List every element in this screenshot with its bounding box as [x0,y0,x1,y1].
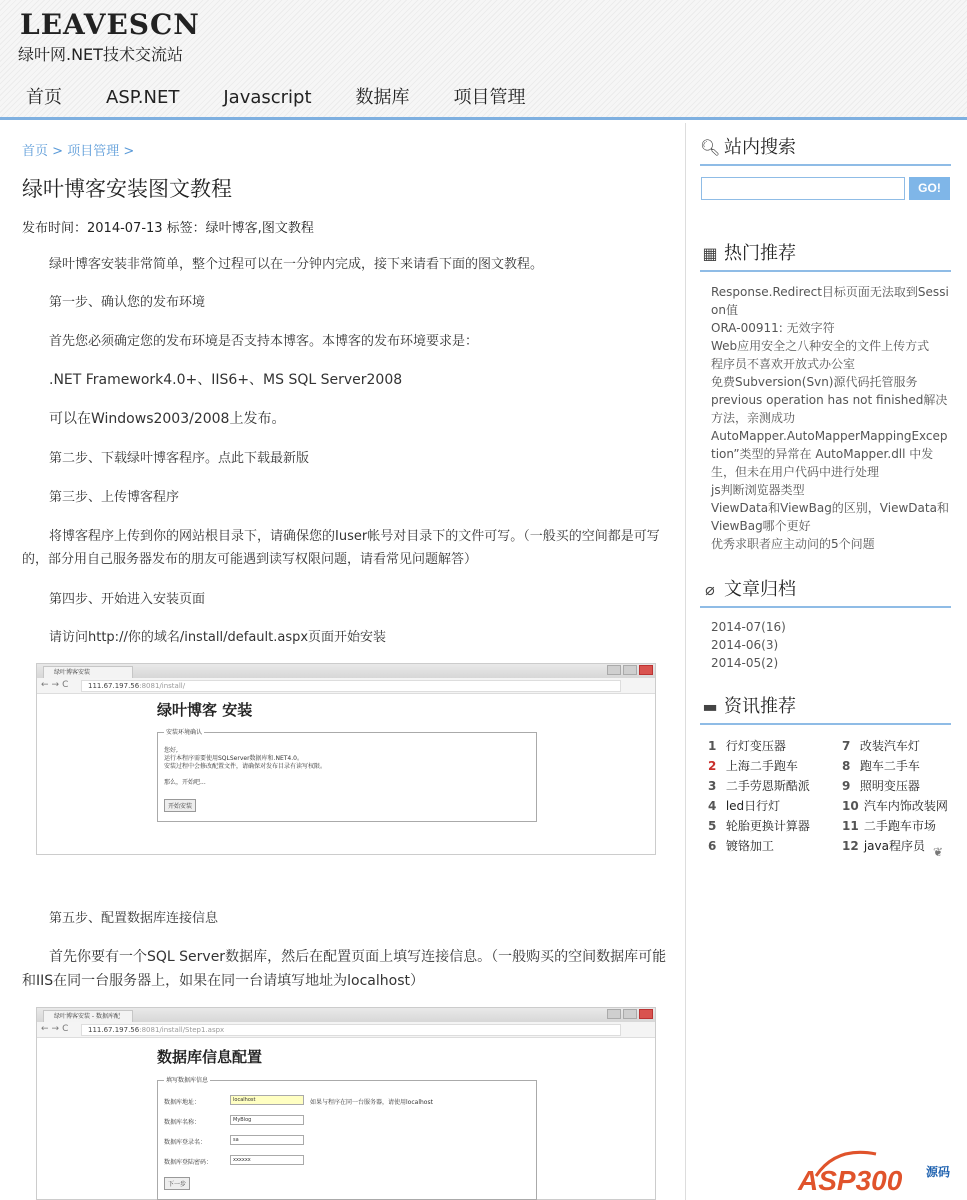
hot-list [711,283,951,553]
fieldset-legend: 填写数据库信息 [166,1077,209,1084]
hot-item[interactable]: ORA-00911: 无效字符 [711,321,835,335]
news-item[interactable]: 12 java程序员 [842,839,925,853]
news-item[interactable]: 9 照明变压器 [842,779,920,793]
browser-nav-icon: ←→C [41,1024,72,1034]
next-step-button: 下一步 [164,1177,190,1190]
fieldset-legend: 安装环境确认 [166,729,203,736]
paragraph: 第五步、配置数据库连接信息 [49,911,219,926]
cube-icon: ▦ [702,244,718,263]
hot-item[interactable]: Response.Redirect目标页面无法取到Session值 [711,285,949,317]
hot-item[interactable]: ViewData和ViewBag的区别，ViewData和ViewBag哪个更好 [711,501,949,533]
shot-heading: 数据库信息配置 [157,1048,263,1066]
svg-text:源码: 源码 [926,1165,951,1179]
paragraph: .NET Framework4.0+、IIS6+、MS SQL Server2008 [49,372,403,388]
article-title: 绿叶博客安装图文教程 [22,177,232,201]
site-tagline: 绿叶网.NET技术交流站 [18,45,183,64]
hot-item[interactable]: 程序员不喜欢开放式办公室 [711,357,856,371]
paragraph: 第一步、确认您的发布环境 [49,295,206,310]
hot-item[interactable]: js判断浏览器类型 [711,483,805,497]
news-item[interactable]: 5 轮胎更换计算器 [708,819,810,833]
paragraph: 将博客程序上传到你的网站根目录下，请确保您的Iuser帐号对目录下的文件可写。（一般买的空间都是可写的，部分用自己服务器发布的朋友可能遇到读写权限问题，请看常见问题解答） [22,529,660,567]
chat-icon: ▬ [702,697,718,716]
news-item[interactable]: 7 改装汽车灯 [842,739,920,753]
paw-icon: ❦ [933,845,944,859]
download-link-paragraph[interactable]: 第二步、下载绿叶博客程序。点此下载最新版 [49,451,310,466]
news-item[interactable]: 8 跑车二手车 [842,759,920,773]
archive-widget-title: ⌀ 文章归档 [700,575,951,608]
archive-list [711,618,786,672]
archive-item[interactable]: 2014-06(3) [711,638,779,652]
install-screenshot [36,663,656,855]
paragraph: 首先您必须确定您的发布环境是否支持本博客。本博客的发布环境要求是： [49,334,479,349]
search-input[interactable] [701,177,905,200]
shot-heading: 绿叶博客 安装 [157,701,253,719]
site-logo[interactable]: LEAVESCN [20,8,200,41]
breadcrumb-category[interactable]: 项目管理 [67,144,120,159]
news-item[interactable]: 1 行灯变压器 [708,739,786,753]
paragraph: 可以在Windows2003/2008上发布。 [49,411,286,427]
window-buttons [607,1009,653,1019]
shot-text: 运行本程序需要使用SQLServer数据库和.NET4.0。 [164,755,303,762]
paragraph: 第四步、开始进入安装页面 [49,592,206,607]
window-buttons [607,665,653,675]
env-fieldset [157,729,537,822]
paragraph: 第三步、上传博客程序 [49,490,180,505]
archive-item[interactable]: 2014-05(2) [711,656,779,670]
hot-item[interactable]: previous operation has not finished解决方法，亲测成功 [711,393,948,425]
main-nav [0,84,526,114]
hot-item[interactable]: 免费Subversion(Svn)源代码托管服务 [711,375,918,389]
shot-text: 安装过程中会修改配置文件，请确保对发布目录有读写权限。 [164,763,327,770]
article-meta: 发布时间：2014-07-13 标签：绿叶博客,图文教程 [22,221,314,236]
form-row: 数据库名称： MyBlog [164,1117,200,1126]
form-row: 数据库登录名： sa [164,1137,206,1146]
hot-item[interactable]: AutoMapper.AutoMapperMappingException”类型的异常在 AutoMapper.dll 中发生，但未在用户代码中进行处理 [711,429,948,479]
svg-text:ASP300: ASP300 [798,1165,903,1196]
nav-home[interactable]: 首页 [26,87,62,108]
browser-tab: 绿叶博客安装 - 数据库配 [43,1010,133,1022]
search-button[interactable]: GO! [909,177,950,200]
shot-text: 那么，开始吧... [164,779,206,786]
hot-widget-title: ▦ 热门推荐 [700,239,951,272]
archive-item[interactable]: 2014-07(16) [711,620,786,634]
paragraph: 请访问http://你的域名/install/default.aspx页面开始安装 [49,630,387,645]
news-item[interactable]: 2 上海二手跑车 [708,759,798,773]
paperclip-icon: ⌀ [705,580,715,599]
news-item[interactable]: 3 二手劳恩斯酷派 [708,779,810,793]
db-config-screenshot [36,1007,656,1200]
shot-text: 您好, [164,747,178,754]
form-row: 数据库地址： localhost 如果与程序在同一台服务器，请使用localhost [164,1097,433,1106]
news-item[interactable]: 11 二手跑车市场 [842,819,936,833]
nav-project-management[interactable]: 项目管理 [453,87,526,108]
article-column [0,123,686,1200]
search-widget-title: 🔍︎ 站内搜索 [700,133,951,166]
site-header [0,0,967,120]
search-icon: 🔍︎ [700,138,721,157]
news-widget-title: ▬ 资讯推荐 [700,692,951,725]
paragraph: 绿叶博客安装非常简单，整个过程可以在一分钟内完成，接下来请看下面的图文教程。 [49,257,544,272]
hot-item[interactable]: Web应用安全之八种安全的文件上传方式 [711,339,930,353]
news-item[interactable]: 6 镀铬加工 [708,839,774,853]
hot-item[interactable]: 优秀求职者应主动问的5个问题 [711,537,875,551]
db-fieldset [157,1077,537,1200]
form-row: 数据库登陆密码： xxxxxx [164,1157,212,1166]
browser-nav-icon: ←→C [41,680,72,690]
news-item[interactable]: 4 led日行灯 [708,799,781,813]
breadcrumb-home[interactable]: 首页 [22,144,49,159]
paragraph: 首先你要有一个SQL Server数据库，然后在配置页面上填写连接信息。（一般购买的空间数据库可能和IIS在同一台服务器上，如果在同一台请填写地址为localhost） [22,949,667,989]
nav-database[interactable]: 数据库 [355,87,410,108]
asp300-watermark [796,1146,961,1196]
address-bar: 111.67.197.56:8081/install/Step1.aspx [81,1024,621,1036]
breadcrumb-sep: > [119,144,135,159]
browser-tab: 绿叶博客安装 [43,666,133,678]
nav-aspnet[interactable]: ASP.NET [106,87,180,108]
address-bar: 111.67.197.56:8081/install/ [81,680,621,692]
start-install-button: 开始安装 [164,799,196,812]
nav-javascript[interactable]: Javascript [223,87,312,108]
breadcrumb-sep: > [48,144,68,159]
breadcrumb [22,140,134,159]
news-item[interactable]: 10 汽车内饰改装网 [842,799,948,813]
